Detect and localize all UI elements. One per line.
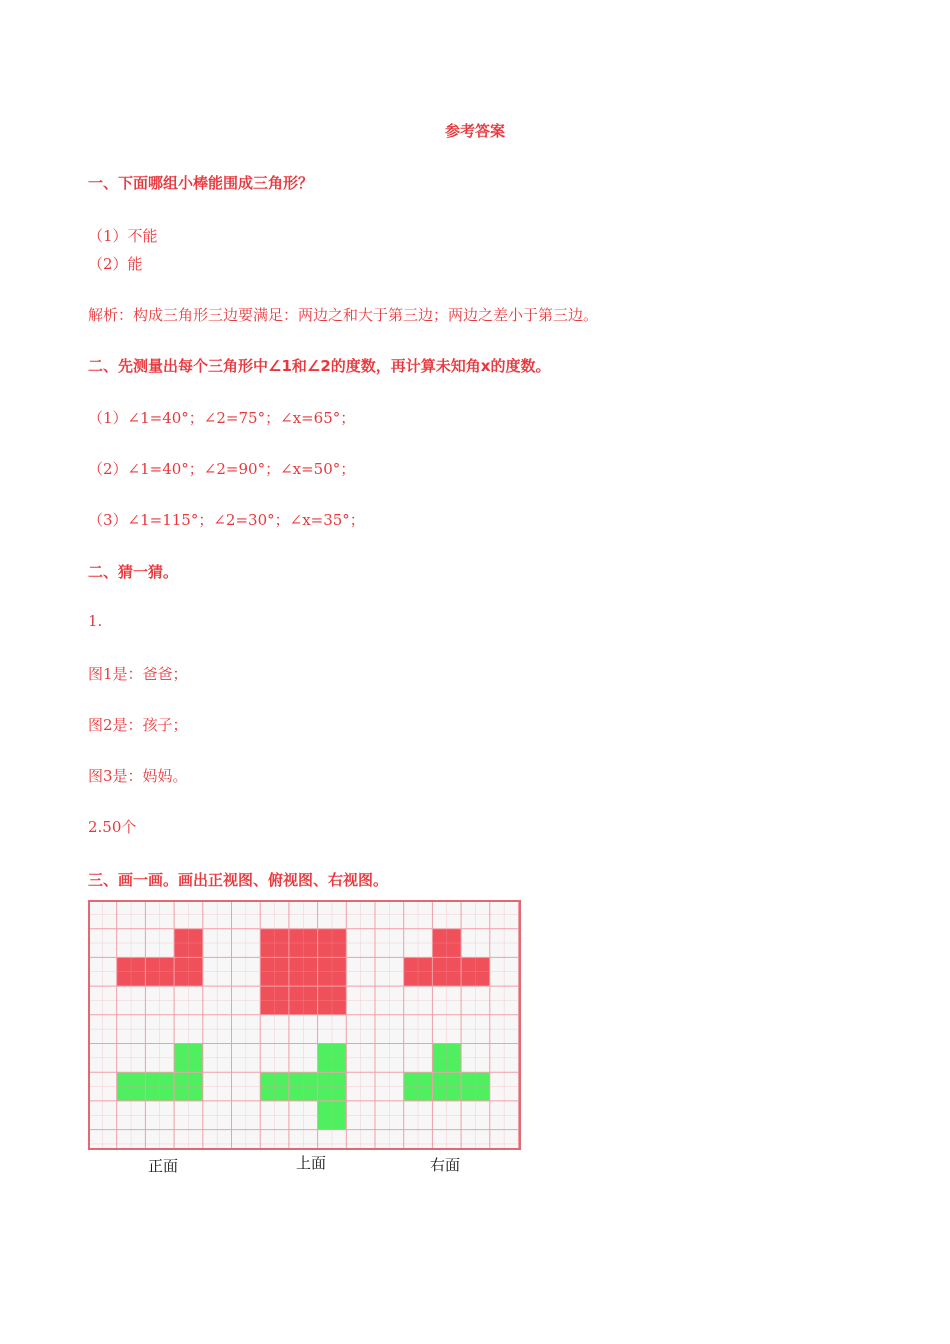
section2-answer-2: （2）∠1=40°；∠2=90°；∠x=50°； [88, 460, 356, 478]
section3-line-1: 图1是：爸爸； [88, 665, 188, 683]
section1-answer-1: （1）不能 [88, 227, 158, 245]
section2-heading: 二、先测量出每个三角形中∠1和∠2的度数，再计算未知角x的度数。 [88, 357, 551, 375]
section3-q1: 1. [88, 612, 103, 630]
section2-answer-1: （1）∠1=40°；∠2=75°；∠x=65°； [88, 409, 356, 427]
section4-heading: 三、画一画。画出正视图、俯视图、右视图。 [88, 871, 389, 889]
page-title: 参考答案 [444, 122, 505, 140]
section3-q2: 2.50个 [88, 818, 137, 836]
section3-line-2: 图2是：孩子； [88, 716, 188, 734]
section2-answer-3: （3）∠1=115°；∠2=30°；∠x=35°； [88, 511, 365, 529]
section1-analysis: 解析：构成三角形三边要满足：两边之和大于第三边；两边之差小于第三边。 [88, 306, 599, 324]
section3-line-3: 图3是：妈妈。 [88, 767, 188, 785]
caption-front: 正面 [148, 1157, 179, 1175]
section1-heading: 一、下面哪组小棒能围成三角形？ [88, 174, 314, 192]
section1-answer-2: （2）能 [88, 255, 143, 273]
views-grid-figure [88, 900, 521, 1150]
caption-right: 右面 [430, 1156, 461, 1174]
section3-heading: 二、猜一猜。 [88, 563, 179, 581]
views-grid [88, 900, 521, 1150]
caption-top: 上面 [296, 1154, 327, 1172]
